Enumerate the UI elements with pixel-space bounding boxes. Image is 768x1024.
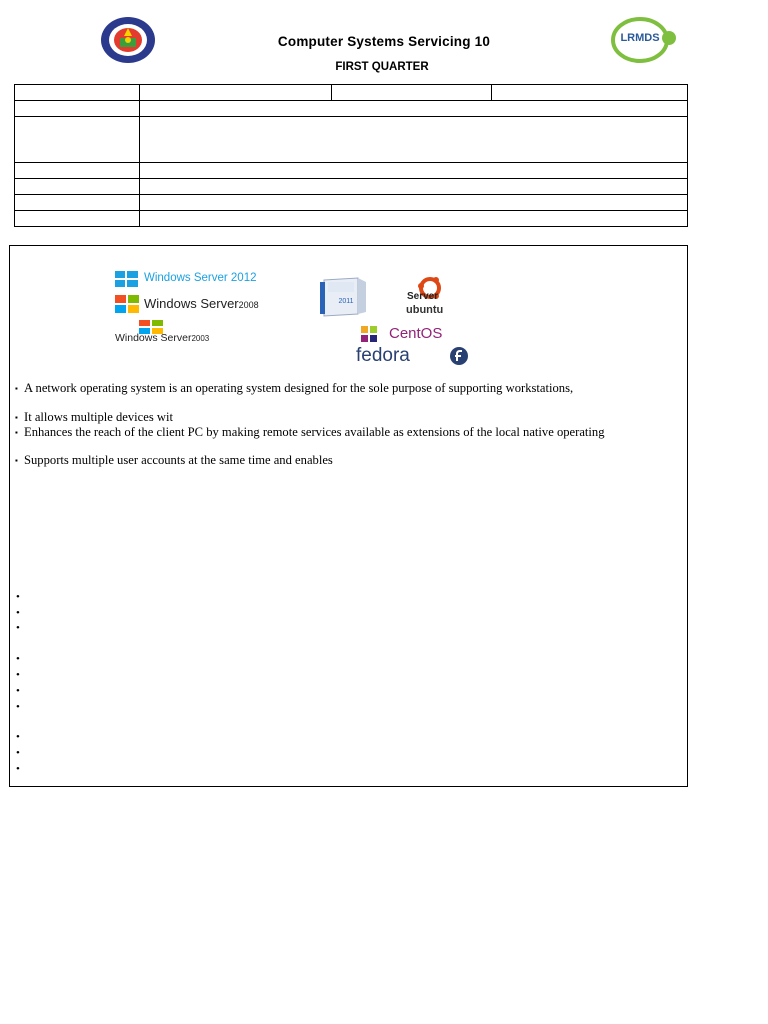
empty-bullet: • [16, 701, 20, 713]
page-title: Computer Systems Servicing 10 [277, 34, 491, 49]
table-row [15, 163, 688, 179]
list-item: ▪ Enhances the reach of the client PC by making remote services available as extensions of the local native operating [15, 425, 605, 439]
table-row [15, 195, 688, 211]
centos-icon [355, 325, 385, 343]
windows-icon [115, 271, 139, 287]
linux-software-box-image [318, 276, 370, 318]
content-box [9, 245, 688, 787]
ubuntu-server-logo: Server ubuntu [402, 276, 458, 318]
list-item: ▪ It allows multiple devices wit [15, 410, 173, 424]
list-item: ▪ A network operating system is an operating system designed for the sole purpose of supporting workstations, [15, 381, 574, 395]
fedora-icon [449, 346, 469, 366]
empty-bullet: • [16, 669, 20, 681]
lrmds-logo-text: LRMDS [620, 32, 660, 44]
quarter-subtitle: FIRST QUARTER [335, 61, 429, 73]
empty-bullet: • [16, 591, 20, 603]
table-row [15, 211, 688, 227]
empty-bullet: • [16, 763, 20, 775]
empty-bullet: • [16, 653, 20, 665]
lrmds-logo-icon [610, 16, 678, 64]
table-row [15, 101, 688, 117]
table-row [15, 85, 688, 101]
empty-bullet: • [16, 747, 20, 759]
info-table [14, 84, 688, 227]
empty-bullet: • [16, 607, 20, 619]
list-item: ▪ Supports multiple user accounts at the same time and enables [15, 453, 333, 467]
svg-text:2011: 2011 [338, 298, 354, 305]
empty-bullet: • [16, 731, 20, 743]
table-row [15, 179, 688, 195]
windows-flag-icon [115, 295, 140, 313]
empty-bullet: • [16, 622, 20, 634]
empty-bullet: • [16, 685, 20, 697]
table-row [15, 117, 688, 163]
